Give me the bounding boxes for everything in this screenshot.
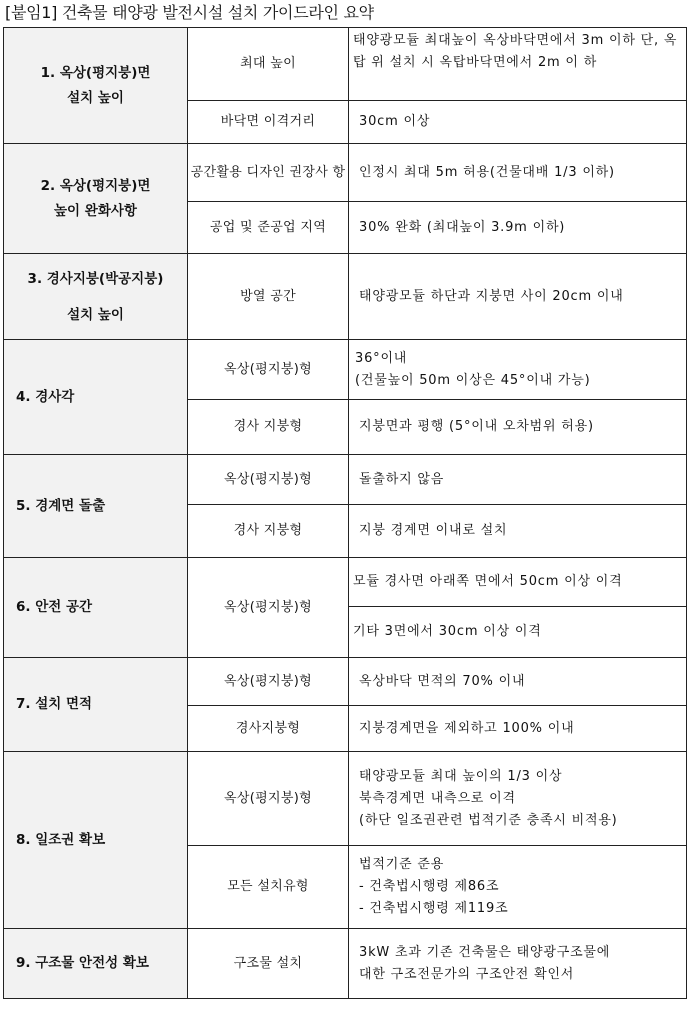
section-1-category [4,28,188,144]
detail-cell: 30cm 이상 [349,101,687,144]
section-3-category [4,254,188,340]
subcategory-cell: 공간활용 디자인 권장사 항 [188,144,349,202]
detail-cell [349,558,687,658]
section-6-category: 6. 안전 공간 [4,558,188,658]
detail-line: 법적기준 준용 [359,857,445,872]
subcategory-cell: 옥상(평지붕)형 [188,455,349,505]
document-title: [붙임1] 건축물 태양광 발전시설 설치 가이드라인 요약 [5,3,374,22]
category-line: 1. 옥상(평지붕)면 [40,64,151,81]
subcategory-cell: 최대 높이 [188,28,349,101]
detail-cell: 30% 완화 (최대높이 3.9m 이하) [349,202,687,254]
subcategory-cell: 모든 설치유형 [188,846,349,929]
detail-line: 3kW 초과 기존 건축물은 태양광구조물에 [359,944,611,960]
detail-cell: 지붕 경계면 이내로 설치 [349,505,687,558]
detail-cell: 인정시 최대 5m 허용(건물대배 1/3 이하) [349,144,687,202]
detail-line: - 건축법시행령 제86조 [359,879,500,894]
detail-line: - 건축법시행령 제119조 [359,901,509,916]
category-line: 3. 경사지붕(박공지붕) [27,270,164,287]
section-2-category [4,144,188,254]
table-row [4,929,687,999]
subcategory-cell: 옥상(평지붕)형 [188,658,349,706]
category-line: 설치 높이 [67,89,124,106]
section-8-category: 8. 일조권 확보 [4,752,188,929]
table-row [4,455,687,505]
section-9-category: 9. 구조물 안전성 확보 [4,929,188,999]
detail-cell: 태양광모듈 하단과 지붕면 사이 20cm 이내 [349,254,687,340]
detail-cell [349,846,687,929]
detail-line: (건물높이 50m 이상은 45°이내 가능) [355,372,591,388]
subcategory-cell: 옥상(평지붕)형 [188,558,349,658]
subcategory-cell: 경사 지붕형 [188,505,349,558]
detail-line: 모듈 경사면 아래쪽 면에서 50cm 이상 이격 [349,558,686,607]
table-row [4,340,687,400]
subcategory-cell: 방열 공간 [188,254,349,340]
detail-cell: 지붕면과 평행 (5°이내 오차범위 허용) [349,400,687,455]
detail-line: 기타 3면에서 30cm 이상 이격 [353,624,542,639]
subcategory-cell: 옥상(평지붕)형 [188,752,349,846]
detail-line: (하단 일조권관련 법적기준 충족시 비적용) [359,812,618,828]
category-line: 높이 완화사항 [54,202,137,219]
detail-cell [349,28,687,101]
detail-cell [349,929,687,999]
detail-cell: 옥상바닥 면적의 70% 이내 [349,658,687,706]
guideline-summary-table [3,27,687,999]
detail-cell: 돌출하지 않음 [349,455,687,505]
detail-line: 태양광모듈 최대높이 옥상바닥면에서 3m 이하 [353,33,636,48]
subcategory-cell: 공업 및 준공업 지역 [188,202,349,254]
table-row [4,558,687,658]
detail-line: 북측경계면 내측으로 이격 [359,790,516,806]
table-row [4,752,687,846]
subcategory-cell: 바닥면 이격거리 [188,101,349,144]
detail-line: 대한 구조전문가의 구조안전 확인서 [359,966,575,982]
detail-line: 하 [583,55,598,70]
detail-cell [349,340,687,400]
subcategory-cell: 경사 지붕형 [188,400,349,455]
table-row [4,144,687,202]
subcategory-cell: 옥상(평지붕)형 [188,340,349,400]
detail-cell [349,752,687,846]
section-5-category: 5. 경계면 돌출 [4,455,188,558]
category-line: 설치 높이 [67,306,124,323]
table-row [4,28,687,101]
table-row [4,254,687,340]
table-row [4,658,687,706]
section-7-category: 7. 설치 면적 [4,658,188,752]
detail-line: 태양광모듈 최대 높이의 1/3 이상 [359,768,563,784]
section-4-category: 4. 경사각 [4,340,188,455]
detail-cell: 지붕경계면을 제외하고 100% 이내 [349,706,687,752]
subcategory-cell: 구조물 설치 [188,929,349,999]
detail-line: 36°이내 [355,350,408,366]
category-line: 2. 옥상(평지붕)면 [40,177,151,194]
detail-line: 단, 옥탑 위 설치 시 옥탑바닥면에서 2m 이 [353,33,678,70]
subcategory-cell: 경사지붕형 [188,706,349,752]
